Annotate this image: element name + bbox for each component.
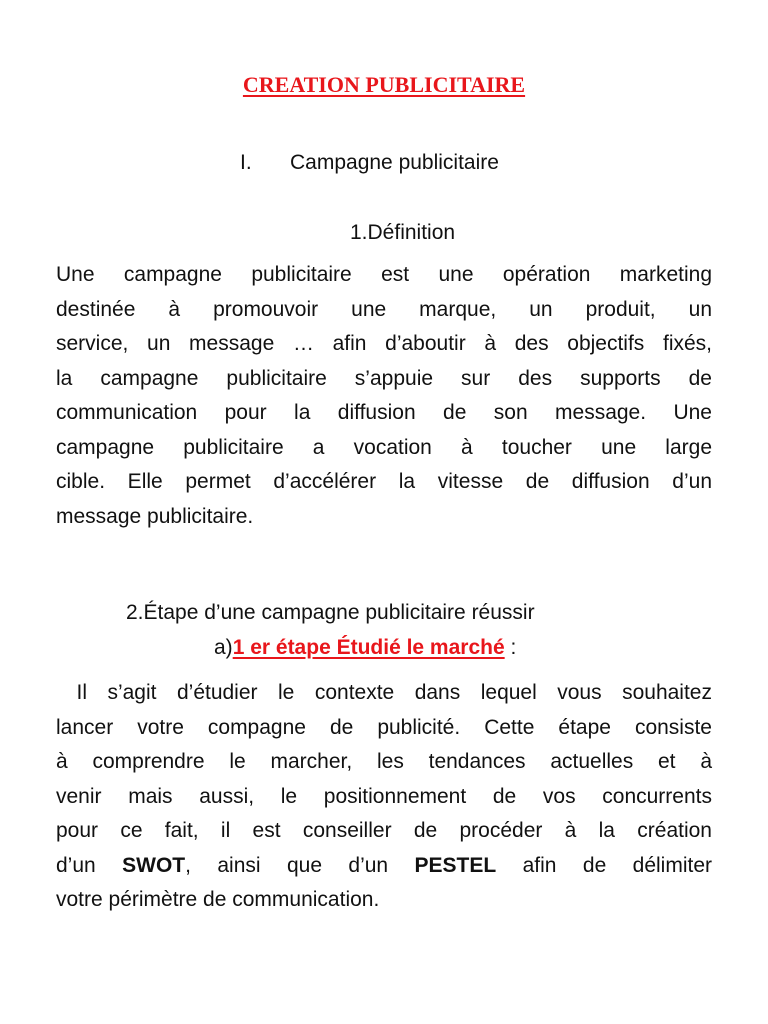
etapes-number: 2. xyxy=(126,601,144,624)
definition-number: 1. xyxy=(350,221,368,244)
step-title: 1 er étape Étudié le marché xyxy=(232,636,505,659)
paragraph-line: votre périmètre de communication. xyxy=(56,888,380,911)
paragraph-line: Il s’agit d’étudier le contexte dans lequel vous souhaitez xyxy=(56,681,712,704)
etapes-heading xyxy=(126,598,535,628)
paragraph-line: pour ce fait, il est conseiller de procéder à la création xyxy=(56,819,712,842)
document-title xyxy=(0,70,768,100)
line-text: , ainsi que d’un xyxy=(185,853,415,877)
paragraph-line: venir mais aussi, le positionnement de vos concurrents xyxy=(56,784,712,808)
paragraph-line: à comprendre le marcher, les tendances actuelles et à xyxy=(56,750,712,773)
step-prefix: a) xyxy=(214,636,233,659)
etapes-paragraph xyxy=(56,676,712,918)
paragraph-line: Une campagne publicitaire est une opération marketing xyxy=(56,263,712,286)
step-heading xyxy=(214,633,516,663)
paragraph-line: communication pour la diffusion de son message. Une xyxy=(56,401,712,424)
definition-heading xyxy=(350,218,455,248)
line-text: d’un xyxy=(56,853,123,877)
paragraph-line: service, un message … afin d’aboutir à des objectifs fixés, xyxy=(56,332,712,355)
paragraph-line: lancer votre compagne de publicité. Cette étape consiste xyxy=(56,715,712,739)
definition-paragraph xyxy=(56,258,712,534)
paragraph-line: campagne publicitaire a vocation à toucher une large xyxy=(56,435,712,459)
paragraph-line-swot-pestel xyxy=(56,849,712,884)
definition-title: Définition xyxy=(367,221,456,244)
paragraph-line: destinée à promouvoir une marque, un produit, un xyxy=(56,297,712,321)
pestel-term: PESTEL xyxy=(414,853,497,877)
document-title-text: CREATION PUBLICITAIRE xyxy=(242,72,526,97)
paragraph-line: message publicitaire. xyxy=(56,504,254,528)
section-title: Campagne publicitaire xyxy=(290,151,499,174)
line-text: afin de délimiter xyxy=(496,853,713,877)
step-suffix: : xyxy=(504,636,517,659)
paragraph-line: cible. Elle permet d’accélérer la vitesse de diffusion d’un xyxy=(56,470,712,493)
section-heading xyxy=(240,148,499,178)
paragraph-line: la campagne publicitaire s’appuie sur des supports de xyxy=(56,366,712,390)
etapes-title: Étape d’une campagne publicitaire réussir xyxy=(143,601,535,624)
section-number: I. xyxy=(240,151,252,174)
swot-term: SWOT xyxy=(122,853,186,877)
